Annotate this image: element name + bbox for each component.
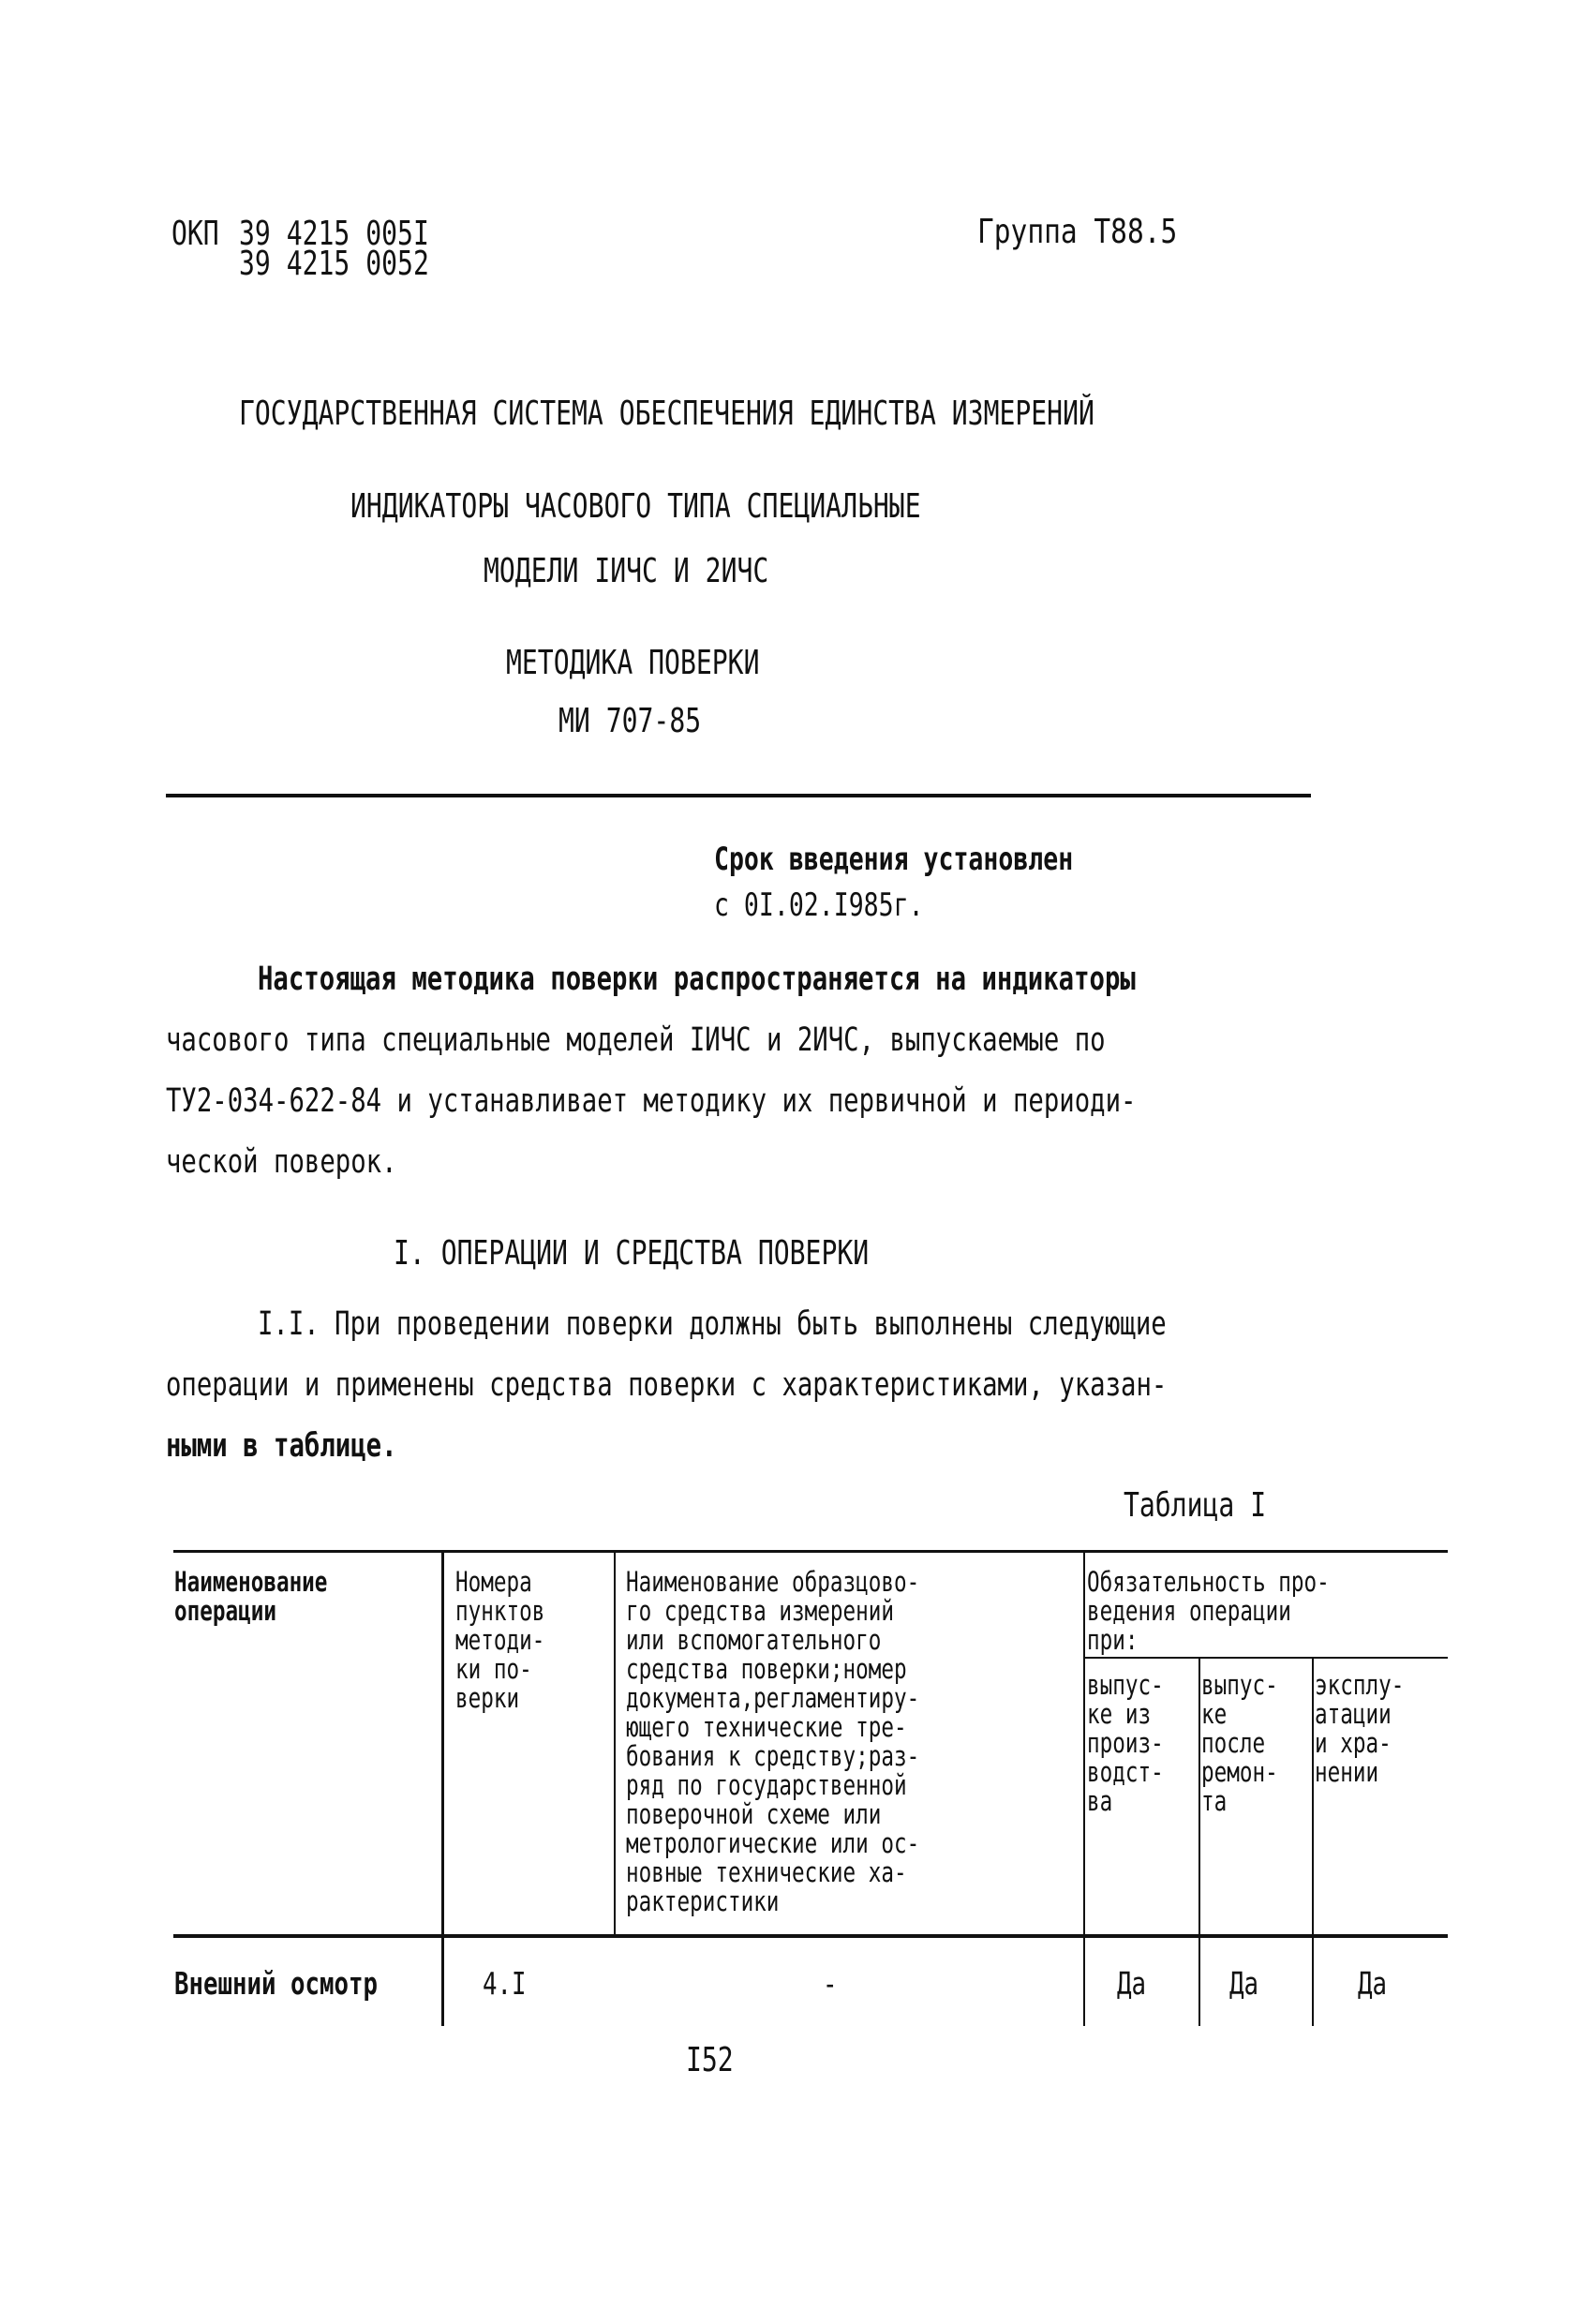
okp-code-2: 39 4215 0052 xyxy=(239,245,429,283)
table-column-divider xyxy=(1198,1657,1200,2026)
column-header-obligatory: Обязательность про- ведения операции при: xyxy=(1087,1566,1330,1656)
column-header-instrument: Наименование образцово- го средства измерений или вспомогательного средства поверки;номер документа,регламентиру- ющего технические тре- бования к средству;раз- ряд по государственной поверочной схеме или метрологические или ос- новные технические ха- рактеристики xyxy=(626,1566,920,1917)
document-subtitle: МЕТОДИКА ПОВЕРКИ xyxy=(506,644,760,682)
column-header-operation-storage: эксплу- атации и хра- нении xyxy=(1315,1669,1405,1788)
table-caption: Таблица I xyxy=(1124,1486,1267,1525)
page-number: I52 xyxy=(686,2041,734,2079)
okp-label: ОКП xyxy=(171,215,219,253)
document-system-title: ГОСУДАРСТВЕННАЯ СИСТЕМА ОБЕСПЕЧЕНИЯ ЕДИНСТВА ИЗМЕРЕНИЙ xyxy=(239,395,1094,433)
section-heading: I. ОПЕРАЦИИ И СРЕДСТВА ПОВЕРКИ xyxy=(394,1234,870,1273)
cell-release-after-repair: Да xyxy=(1229,1965,1259,2002)
table-subheader-border xyxy=(1085,1657,1448,1659)
column-header-release-from-production: выпус- ке из произ- водст- ва xyxy=(1087,1669,1164,1817)
title-divider xyxy=(166,794,1311,797)
okp-code-1: 39 4215 005I xyxy=(239,215,429,253)
column-header-operation-name: Наименование операции xyxy=(174,1566,328,1627)
cell-clause-number: 4.I xyxy=(483,1965,527,2002)
document-title-line-1: ИНДИКАТОРЫ ЧАСОВОГО ТИПА СПЕЦИАЛЬНЫЕ xyxy=(350,487,921,526)
cell-instrument: - xyxy=(823,1965,838,2002)
section-para-line-1: I.I. При проведении поверки должны быть выполнены следующие xyxy=(258,1305,1167,1343)
effective-date-value: с 0I.02.I985г. xyxy=(714,886,924,924)
document-title-line-2: МОДЕЛИ IИЧС И 2ИЧС xyxy=(484,552,769,590)
effective-date-label: Срок введения установлен xyxy=(714,841,1074,878)
table-column-divider xyxy=(1083,1550,1085,2026)
table-column-divider xyxy=(1312,1657,1314,2026)
document-number: МИ 707-85 xyxy=(558,702,702,740)
intro-line-3: ТУ2-034-622-84 и устанавливает методику их первичной и периоди- xyxy=(166,1082,1137,1120)
table-header-bottom-border xyxy=(173,1934,1448,1938)
group-code: Группа Т88.5 xyxy=(977,213,1178,251)
intro-line-1: Настоящая методика поверки распространяется на индикаторы xyxy=(258,961,1136,998)
intro-line-4: ческой поверок. xyxy=(166,1143,397,1181)
cell-operation-storage: Да xyxy=(1358,1965,1388,2002)
cell-release-from-production: Да xyxy=(1117,1965,1147,2002)
column-header-release-after-repair: выпус- ке после ремон- та xyxy=(1201,1669,1278,1817)
cell-operation-name: Внешний осмотр xyxy=(174,1965,378,2002)
section-para-line-2: операции и применены средства поверки с характеристиками, указан- xyxy=(166,1366,1168,1404)
intro-line-2: часового типа специальные моделей IИЧС и 2ИЧС, выпускаемые по xyxy=(166,1021,1106,1059)
table-column-divider xyxy=(614,1550,616,1938)
table-top-border xyxy=(173,1550,1448,1553)
section-para-line-3: ными в таблице. xyxy=(166,1427,397,1465)
table-column-divider xyxy=(441,1550,444,2026)
column-header-clause-numbers: Номера пунктов методи- ки по- верки xyxy=(455,1566,545,1714)
